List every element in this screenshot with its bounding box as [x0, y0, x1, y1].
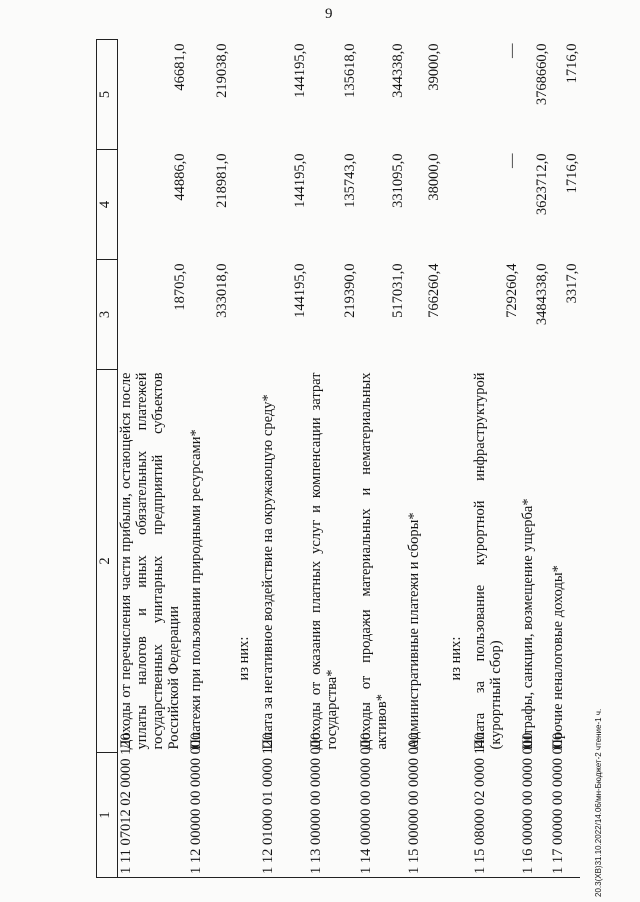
- table-row: [118, 40, 188, 878]
- value-col5: 344338,0: [389, 43, 406, 98]
- code-cell: 1 16 00000 00 0000 000: [520, 753, 550, 878]
- budget-table: [96, 39, 580, 878]
- value-col3: 219390,0: [341, 263, 358, 318]
- page-number: 9: [325, 6, 333, 22]
- value-col5: 46681,0: [171, 43, 188, 91]
- code-cell: 1 12 00000 00 0000 000: [188, 753, 230, 878]
- value-col5: 219038,0: [213, 43, 230, 98]
- value-col3: 3484338,0: [533, 263, 550, 326]
- code-cell: 1 15 00000 00 0000 000: [406, 753, 442, 878]
- subheading-row: [230, 40, 260, 878]
- name-cell: Административные платежи и сборы*: [405, 512, 422, 750]
- name-cell: Плата за пользование курортной инфраструктурой (курортный сбор): [471, 372, 504, 750]
- value-col4: —: [503, 153, 520, 168]
- value-col4: 218981,0: [213, 153, 230, 208]
- name-cell: Доходы от продажи материальных и нематериальных активов*: [357, 372, 390, 750]
- value-col5: 3768660,0: [533, 43, 550, 106]
- empty-cell: [230, 753, 260, 878]
- table-row: [358, 40, 406, 878]
- table-row: [406, 40, 442, 878]
- header-row: [97, 40, 118, 878]
- value-col3: 333018,0: [213, 263, 230, 318]
- value-col4: 38000,0: [425, 153, 442, 201]
- table-row: [260, 40, 308, 878]
- value-col3: 517031,0: [389, 263, 406, 318]
- table-row: [520, 40, 550, 878]
- value-col5: —: [503, 43, 520, 58]
- code-cell: 1 11 07012 02 0000 120: [118, 753, 188, 878]
- value-col5: 1716,0: [563, 43, 580, 84]
- header-cell-4: 4: [97, 150, 118, 260]
- value-col5: 39000,0: [425, 43, 442, 91]
- table-row: [308, 40, 358, 878]
- value-col3: 3317,0: [563, 263, 580, 304]
- header-cell-1: 1: [97, 753, 118, 878]
- value-col5: 135618,0: [341, 43, 358, 98]
- header-cell-2: 2: [97, 370, 118, 753]
- table-row: [188, 40, 230, 878]
- value-col4: 135743,0: [341, 153, 358, 208]
- value-col4: 44886,0: [171, 153, 188, 201]
- code-cell: 1 15 08000 02 0000 140: [472, 753, 520, 878]
- name-cell: Штрафы, санкции, возмещение ущерба*: [519, 498, 536, 750]
- table-row: [472, 40, 520, 878]
- code-cell: 1 14 00000 00 0000 000: [358, 753, 406, 878]
- value-col3: 766260,4: [425, 263, 442, 318]
- code-cell: 1 13 00000 00 0000 000: [308, 753, 358, 878]
- header-cell-5: 5: [97, 40, 118, 150]
- value-col3: 144195,0: [291, 263, 308, 318]
- name-cell: Прочие неналоговые доходы*: [549, 565, 566, 750]
- name-cell: Плата за негативное воздействие на окружающую среду*: [259, 394, 276, 750]
- empty-cell: [442, 753, 472, 878]
- name-cell: Доходы от оказания платных услуг и компенсации затрат государства*: [307, 372, 340, 750]
- subheading-row: [442, 40, 472, 878]
- table-row: [550, 40, 580, 878]
- name-cell: Доходы от перечисления части прибыли, остающейся после уплаты налогов и иных обязательных платежей государственных унитарных предприятий субъектов Российской Федерации: [118, 372, 182, 750]
- subheading-label: из них:: [447, 636, 464, 681]
- value-col4: 331095,0: [389, 153, 406, 208]
- footer-note: 20.3(ХВ)31.10.2022/14.06/мн-Бюджет-2 чтение-1 ч.: [594, 708, 603, 897]
- value-col5: 144195,0: [291, 43, 308, 98]
- value-col4: 1716,0: [563, 153, 580, 194]
- budget-table-rotated: [96, 40, 580, 878]
- value-col4: 144195,0: [291, 153, 308, 208]
- header-cell-3: 3: [97, 260, 118, 370]
- value-col3: 18705,0: [171, 263, 188, 311]
- value-col3: 729260,4: [503, 263, 520, 318]
- value-col4: 3623712,0: [533, 153, 550, 216]
- code-cell: 1 17 00000 00 0000 000: [550, 753, 580, 878]
- code-cell: 1 12 01000 01 0000 120: [260, 753, 308, 878]
- name-cell: Платежи при пользовании природными ресурсами*: [187, 429, 204, 750]
- subheading-label: из них:: [235, 636, 252, 681]
